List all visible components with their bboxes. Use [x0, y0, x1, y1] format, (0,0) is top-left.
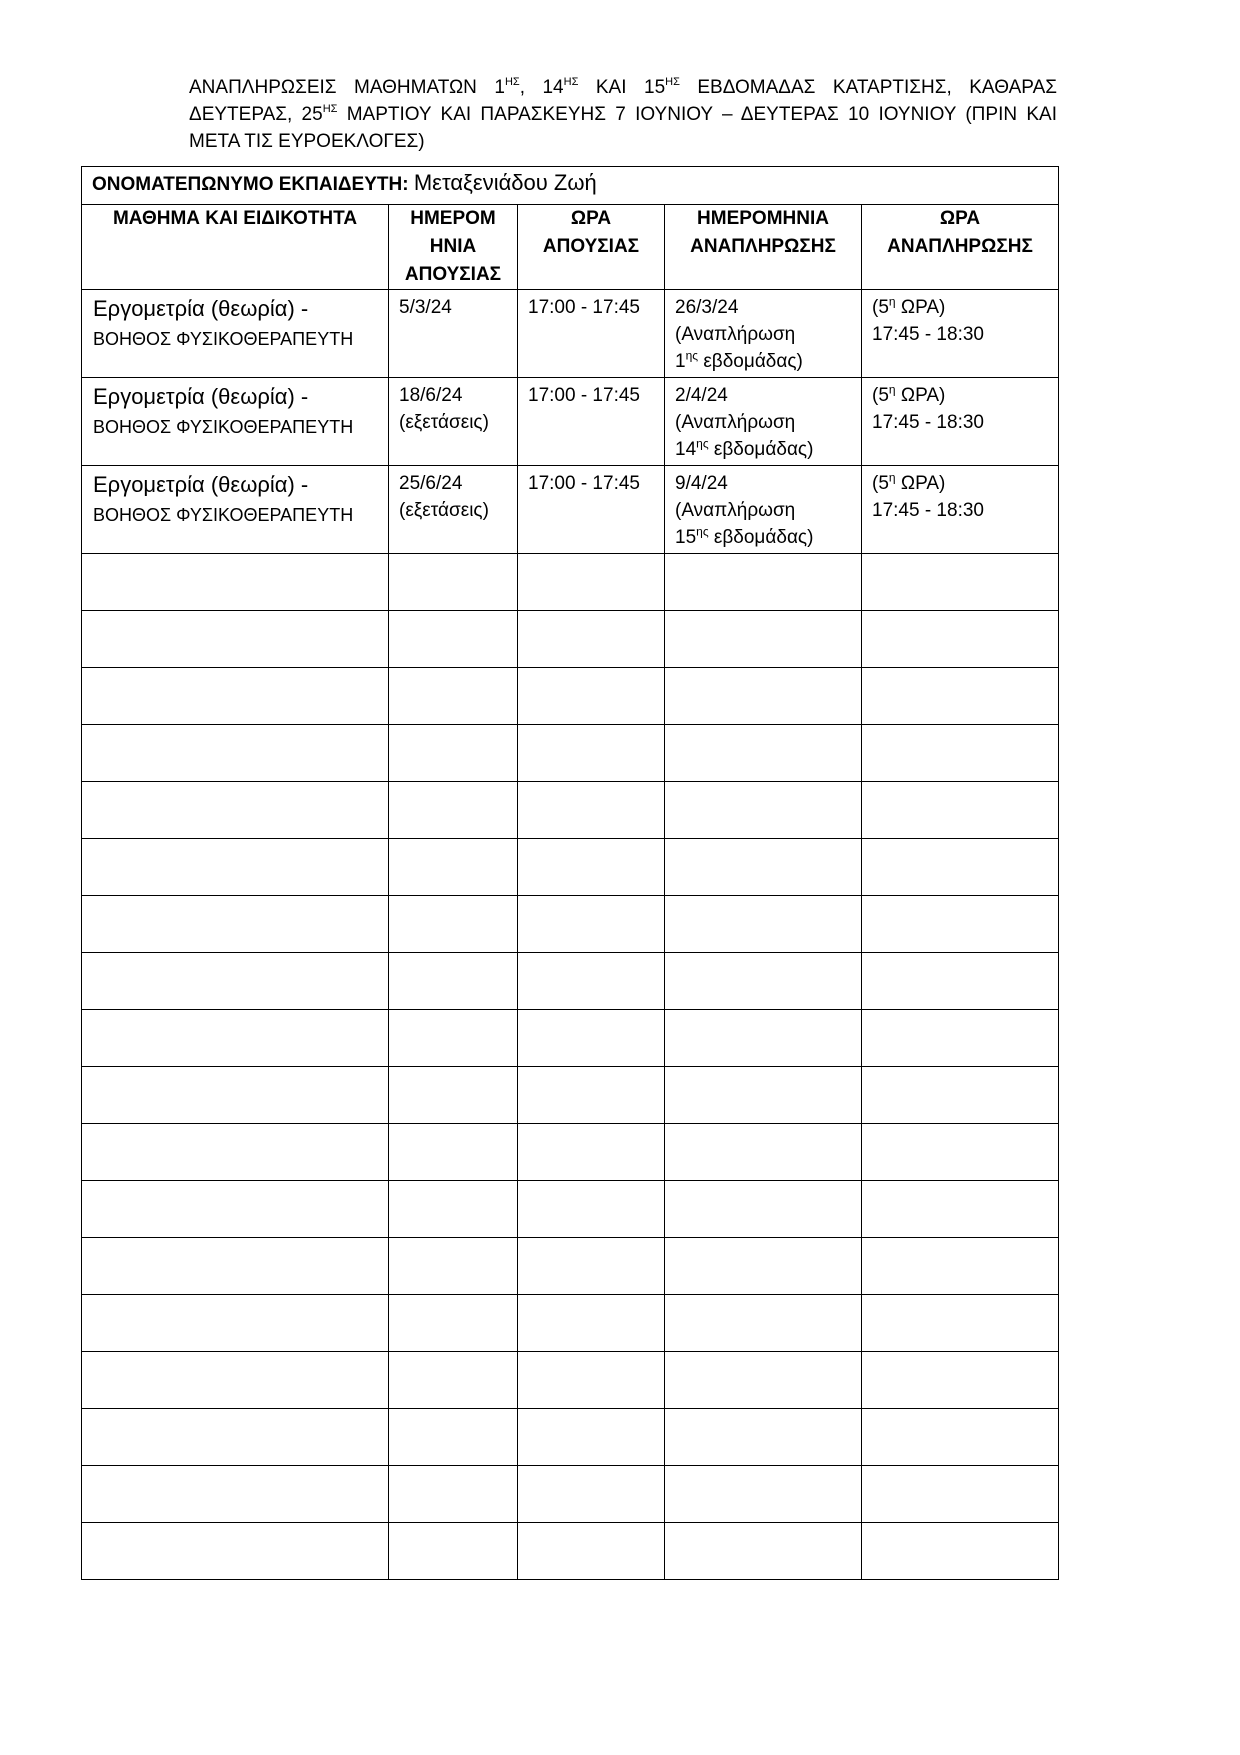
empty-table-row	[82, 1466, 1059, 1523]
empty-cell	[82, 1124, 389, 1181]
header-line: ΑΠΟΥΣΙΑΣ	[542, 236, 640, 257]
empty-cell	[518, 1181, 665, 1238]
absence-note: (εξετάσεις)	[399, 412, 489, 433]
absence-time-cell	[518, 466, 665, 554]
column-header-absence-date	[389, 205, 518, 290]
heading-text: , 14	[519, 77, 564, 98]
column-header-makeup-time	[862, 205, 1059, 290]
makeup-week	[675, 436, 851, 463]
empty-cell	[862, 554, 1059, 611]
empty-cell	[665, 1010, 862, 1067]
empty-cell	[665, 1409, 862, 1466]
absence-time-cell	[518, 290, 665, 378]
makeup-week-text: εβδομάδας)	[708, 527, 814, 548]
makeup-time: 17:45 - 18:30	[872, 324, 984, 345]
subject-name: Εργομετρία (θεωρία) -	[93, 384, 309, 409]
heading-text: ΚΑΙ 15	[578, 77, 666, 98]
empty-cell	[862, 1466, 1059, 1523]
subject-name: Εργομετρία (θεωρία) -	[93, 472, 309, 497]
makeup-week-number: 1	[675, 351, 686, 372]
empty-cell	[665, 1124, 862, 1181]
makeup-time: 17:45 - 18:30	[872, 412, 984, 433]
absence-date: 25/6/24	[399, 473, 463, 494]
heading-sup: ΗΣ	[665, 75, 680, 88]
empty-cell	[82, 1352, 389, 1409]
empty-cell	[389, 839, 518, 896]
empty-cell	[389, 1409, 518, 1466]
empty-table-row	[82, 1409, 1059, 1466]
header-line: ΑΠΟΥΣΙΑΣ	[404, 264, 502, 285]
absence-note: (εξετάσεις)	[399, 500, 489, 521]
empty-cell	[82, 782, 389, 839]
empty-cell	[389, 782, 518, 839]
empty-cell	[82, 725, 389, 782]
empty-cell	[518, 1067, 665, 1124]
empty-cell	[82, 896, 389, 953]
empty-cell	[389, 1010, 518, 1067]
empty-table-row	[82, 1523, 1059, 1580]
makeup-week-sup: ης	[685, 348, 699, 363]
empty-table-row	[82, 782, 1059, 839]
empty-cell	[82, 839, 389, 896]
header-line: ΗΝΙΑ	[429, 236, 477, 257]
makeup-date-cell	[665, 466, 862, 554]
empty-cell	[518, 554, 665, 611]
empty-cell	[82, 1067, 389, 1124]
empty-table-row	[82, 896, 1059, 953]
header-line: ΑΝΑΠΛΗΡΩΣΗΣ	[887, 236, 1033, 257]
empty-cell	[389, 1238, 518, 1295]
absence-date-cell	[389, 290, 518, 378]
empty-table-row	[82, 1124, 1059, 1181]
empty-cell	[665, 554, 862, 611]
empty-cell	[665, 1067, 862, 1124]
empty-cell	[862, 953, 1059, 1010]
makeup-week	[675, 524, 851, 551]
empty-cell	[665, 725, 862, 782]
heading-sup: ΗΣ	[504, 75, 520, 88]
empty-cell	[862, 1295, 1059, 1352]
makeup-week-sup: ης	[696, 436, 709, 451]
absence-time: 17:00 - 17:45	[528, 473, 640, 494]
heading-text: ΕΒΔΟΜΑΔΑΣ ΚΑΤΑΡΤΙΣΗΣ, ΚΑΘΑΡΑΣ ΔΕΥΤΕΡΑΣ, 25	[189, 77, 1057, 125]
empty-table-row	[82, 1352, 1059, 1409]
empty-cell	[665, 668, 862, 725]
empty-cell	[862, 782, 1059, 839]
makeup-hour-sup: η	[888, 382, 896, 397]
empty-cell	[862, 1010, 1059, 1067]
makeup-week-sup: ης	[696, 524, 709, 539]
makeup-date: 9/4/24	[675, 473, 728, 494]
empty-cell	[389, 896, 518, 953]
empty-cell	[518, 782, 665, 839]
empty-cell	[862, 839, 1059, 896]
absence-time: 17:00 - 17:45	[528, 385, 640, 406]
empty-cell	[665, 782, 862, 839]
empty-cell	[389, 1466, 518, 1523]
subject-name: Εργομετρία (θεωρία) -	[93, 296, 309, 321]
empty-cell	[389, 1352, 518, 1409]
absence-date-cell	[389, 466, 518, 554]
specialty-name: ΒΟΗΘΟΣ ΦΥΣΙΚΟΘΕΡΑΠΕΥΤΗ	[93, 505, 354, 525]
makeup-week-number: 14	[675, 439, 697, 460]
empty-cell	[82, 554, 389, 611]
empty-cell	[518, 1124, 665, 1181]
makeup-time-cell	[862, 466, 1059, 554]
makeup-time-cell	[862, 290, 1059, 378]
header-line: ΜΑΘΗΜΑ ΚΑΙ ΕΙΔΙΚΟΤΗΤΑ	[112, 208, 358, 229]
empty-cell	[82, 1523, 389, 1580]
empty-cell	[389, 1067, 518, 1124]
header-line: ΗΜΕΡΟΜΗΝΙΑ	[697, 208, 829, 229]
empty-cell	[389, 668, 518, 725]
empty-table-row	[82, 1295, 1059, 1352]
empty-cell	[82, 668, 389, 725]
empty-cell	[389, 1523, 518, 1580]
absence-date: 5/3/24	[399, 297, 452, 318]
empty-cell	[665, 1181, 862, 1238]
absence-date: 18/6/24	[399, 385, 463, 406]
header-line: ΩΡΑ	[570, 208, 612, 229]
empty-table-row	[82, 1181, 1059, 1238]
makeup-hour	[872, 382, 1048, 409]
empty-cell	[518, 725, 665, 782]
column-header-absence-time	[518, 205, 665, 290]
empty-cell	[82, 611, 389, 668]
heading-text: ΜΑΡΤΙΟΥ ΚΑΙ ΠΑΡΑΣΚΕΥΗΣ 7 ΙΟΥΝΙΟΥ – ΔΕΥΤΕΡΑΣ 10 ΙΟΥΝΙΟΥ (ΠΡΙΝ ΚΑΙ ΜΕΤΑ ΤΙΣ ΕΥΡΟΕΚΛΟΓΕΣ)	[189, 104, 1057, 152]
specialty-name: ΒΟΗΘΟΣ ΦΥΣΙΚΟΘΕΡΑΠΕΥΤΗ	[93, 417, 354, 437]
empty-cell	[862, 896, 1059, 953]
makeup-hour-sup: η	[888, 470, 896, 485]
makeup-hour-text: ΩΡΑ)	[895, 297, 946, 318]
heading-sup: ΗΣ	[322, 102, 338, 115]
makeup-note: (Αναπλήρωση	[675, 324, 796, 345]
empty-cell	[82, 1010, 389, 1067]
empty-cell	[389, 953, 518, 1010]
empty-cell	[518, 953, 665, 1010]
makeup-time-cell	[862, 378, 1059, 466]
makeup-hour-sup: η	[888, 294, 896, 309]
absence-time: 17:00 - 17:45	[528, 297, 640, 318]
makeup-time: 17:45 - 18:30	[872, 500, 984, 521]
absence-time-cell	[518, 378, 665, 466]
empty-cell	[862, 1181, 1059, 1238]
empty-cell	[389, 611, 518, 668]
empty-cell	[665, 1466, 862, 1523]
subject-cell	[82, 290, 389, 378]
makeup-hour-number: (5	[872, 473, 889, 494]
makeup-week-text: εβδομάδας)	[698, 351, 803, 372]
empty-cell	[862, 1238, 1059, 1295]
empty-cell	[518, 1352, 665, 1409]
makeup-hour	[872, 470, 1048, 497]
empty-cell	[518, 611, 665, 668]
makeup-schedule-table	[81, 166, 1059, 1580]
empty-cell	[518, 896, 665, 953]
empty-cell	[389, 1295, 518, 1352]
teacher-name: Μεταξενιάδου Ζωή	[413, 170, 597, 195]
empty-cell	[862, 668, 1059, 725]
empty-table-row	[82, 1238, 1059, 1295]
table-row	[82, 466, 1059, 554]
column-header-makeup-date	[665, 205, 862, 290]
column-header-subject	[82, 205, 389, 290]
empty-cell	[518, 839, 665, 896]
table-row	[82, 290, 1059, 378]
empty-cell	[82, 1466, 389, 1523]
makeup-date-cell	[665, 378, 862, 466]
empty-cell	[862, 1409, 1059, 1466]
empty-cell	[82, 953, 389, 1010]
empty-table-row	[82, 1067, 1059, 1124]
empty-cell	[665, 896, 862, 953]
subject-cell	[82, 466, 389, 554]
makeup-date-cell	[665, 290, 862, 378]
makeup-date: 2/4/24	[675, 385, 728, 406]
empty-cell	[862, 725, 1059, 782]
empty-cell	[862, 1124, 1059, 1181]
empty-table-row	[82, 725, 1059, 782]
empty-cell	[518, 1466, 665, 1523]
empty-cell	[862, 1523, 1059, 1580]
empty-table-row	[82, 1010, 1059, 1067]
header-line: ΩΡΑ	[939, 208, 981, 229]
empty-table-row	[82, 554, 1059, 611]
makeup-week-number: 15	[675, 527, 697, 548]
empty-table-row	[82, 611, 1059, 668]
subject-cell	[82, 378, 389, 466]
heading-sup: ΗΣ	[563, 75, 579, 88]
empty-cell	[518, 1523, 665, 1580]
absence-date-cell	[389, 378, 518, 466]
header-line: ΗΜΕΡΟΜ	[410, 208, 496, 229]
makeup-hour-number: (5	[872, 297, 889, 318]
makeup-hour-number: (5	[872, 385, 889, 406]
makeup-note: (Αναπλήρωση	[675, 412, 796, 433]
empty-table-row	[82, 953, 1059, 1010]
empty-cell	[389, 725, 518, 782]
empty-cell	[518, 1295, 665, 1352]
empty-cell	[82, 1238, 389, 1295]
empty-cell	[518, 1010, 665, 1067]
empty-cell	[665, 1238, 862, 1295]
column-header-row	[82, 205, 1059, 290]
makeup-hour	[872, 294, 1048, 321]
empty-cell	[389, 1124, 518, 1181]
teacher-row	[82, 167, 1059, 205]
empty-table-row	[82, 839, 1059, 896]
empty-cell	[518, 1409, 665, 1466]
makeup-hour-text: ΩΡΑ)	[895, 473, 946, 494]
empty-cell	[389, 1181, 518, 1238]
empty-table-row	[82, 668, 1059, 725]
empty-cell	[518, 1238, 665, 1295]
teacher-cell	[82, 167, 1059, 205]
heading-text: ΑΝΑΠΛΗΡΩΣΕΙΣ ΜΑΘΗΜΑΤΩΝ 1	[189, 77, 505, 98]
specialty-name: ΒΟΗΘΟΣ ΦΥΣΙΚΟΘΕΡΑΠΕΥΤΗ	[93, 329, 354, 349]
empty-cell	[518, 668, 665, 725]
makeup-week	[675, 348, 851, 375]
empty-cell	[862, 1067, 1059, 1124]
empty-cell	[82, 1295, 389, 1352]
makeup-hour-text: ΩΡΑ)	[895, 385, 946, 406]
document-heading	[189, 74, 1057, 155]
empty-cell	[389, 554, 518, 611]
empty-cell	[82, 1181, 389, 1238]
teacher-label: ΟΝΟΜΑΤΕΠΩΝΥΜΟ ΕΚΠΑΙΔΕΥΤΗ:	[92, 174, 414, 195]
empty-cell	[862, 1352, 1059, 1409]
empty-cell	[862, 611, 1059, 668]
empty-cell	[665, 1523, 862, 1580]
empty-cell	[665, 1352, 862, 1409]
header-line: ΑΝΑΠΛΗΡΩΣΗΣ	[690, 236, 836, 257]
empty-cell	[665, 953, 862, 1010]
table-row	[82, 378, 1059, 466]
empty-cell	[82, 1409, 389, 1466]
makeup-note: (Αναπλήρωση	[675, 500, 796, 521]
empty-cell	[665, 839, 862, 896]
makeup-week-text: εβδομάδας)	[708, 439, 814, 460]
makeup-date: 26/3/24	[675, 297, 739, 318]
empty-cell	[665, 611, 862, 668]
empty-cell	[665, 1295, 862, 1352]
